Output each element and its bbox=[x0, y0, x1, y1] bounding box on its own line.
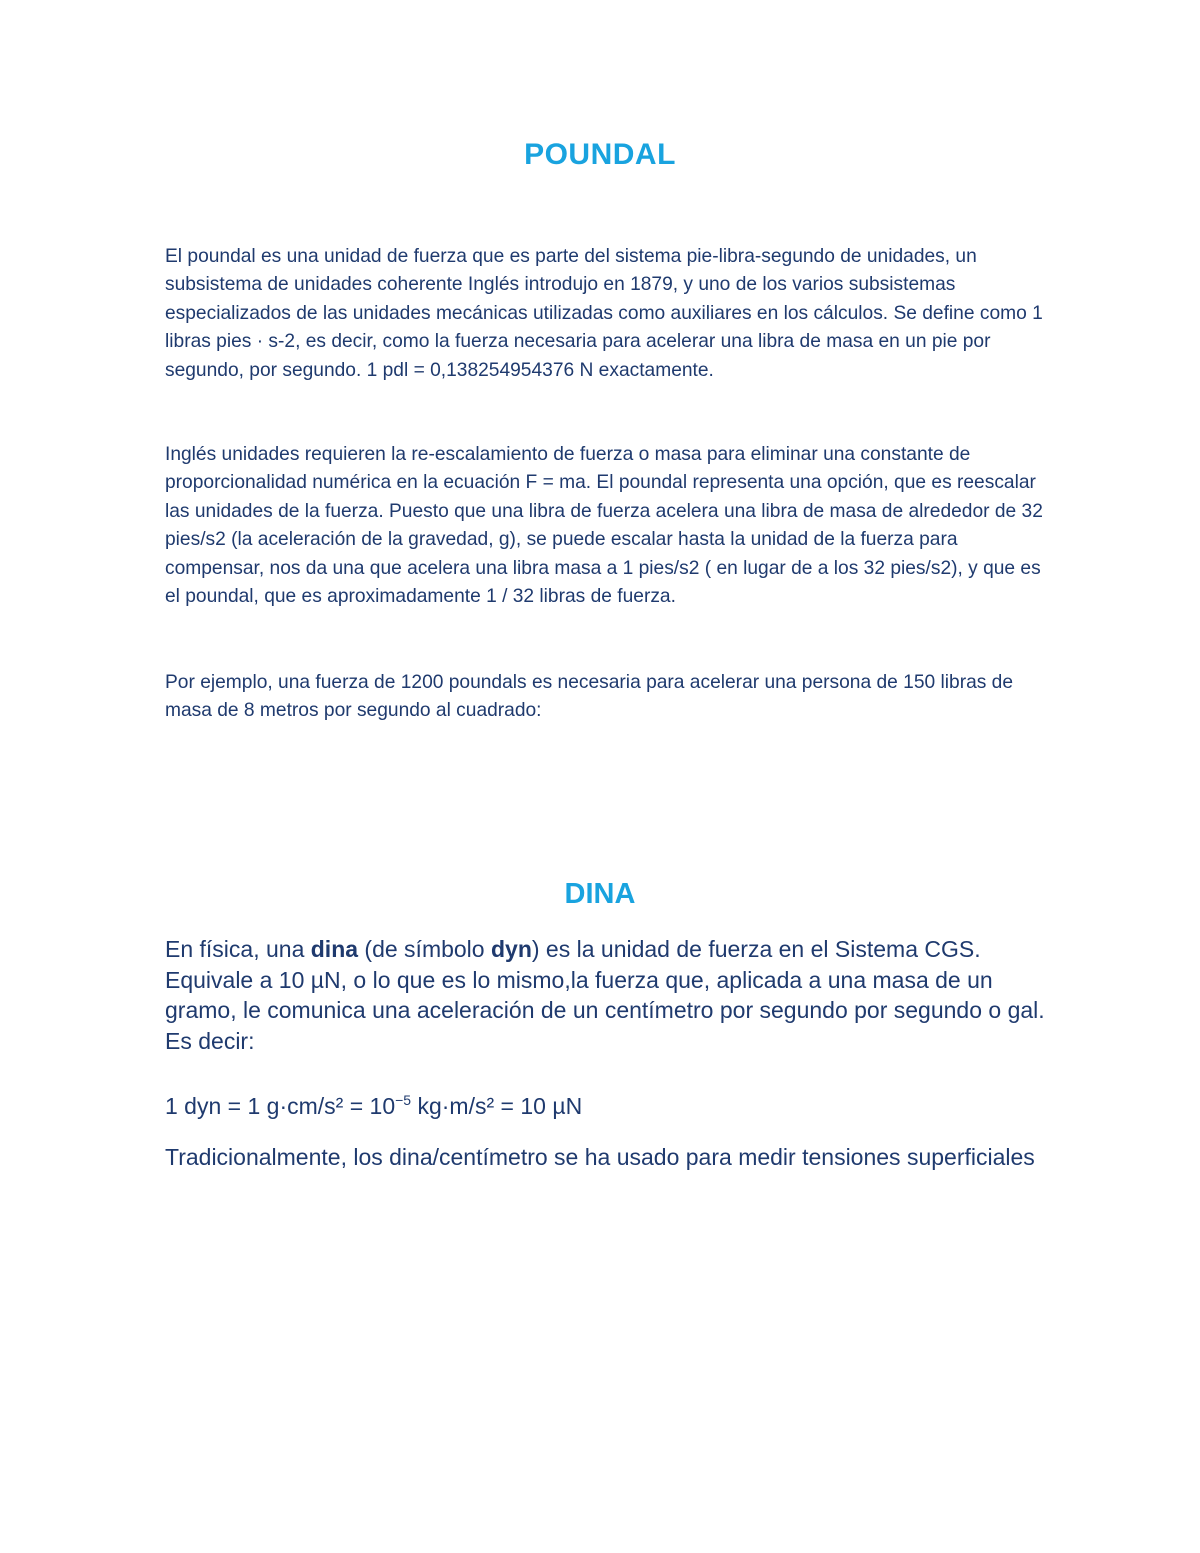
dina-closing-paragraph: Tradicionalmente, los dina/centímetro se ha usado para medir tensiones superficiales bbox=[165, 1144, 1035, 1170]
dina-term: dina bbox=[310, 936, 359, 962]
dina-intro-between: (de símbolo bbox=[358, 936, 491, 962]
formula-exponent: −5 bbox=[395, 1092, 412, 1108]
poundal-definition-paragraph: El poundal es una unidad de fuerza que es parte del sistema pie-libra-segundo de unidades, un subsistema de unidades coherente Inglés introdujo en 1879, y uno de los varios subsistemas especializados de las unidades mecánicas utilizadas como auxiliares en los cálculos. Se define como 1 libras pies · s-2, es decir, como la fuerza necesaria para acelerar una libra de masa en un pie por segundo, por segundo. 1 pdl = 0,138254954376 N exactamente. bbox=[165, 246, 1043, 381]
dina-intro-rest: ) es la unidad de fuerza en el Sistema CGS. Equivale a 10 µN, o lo que es lo mismo,la fuerza que, aplicada a una masa de un gramo, le comunica una aceleración de un centímetro por segundo por segundo o gal. Es decir: bbox=[165, 936, 1045, 1054]
formula-lhs: 1 dyn = 1 g·cm/s² = 10 bbox=[165, 1093, 396, 1119]
dina-heading: DINA bbox=[564, 878, 636, 910]
poundal-example-paragraph: Por ejemplo, una fuerza de 1200 poundals es necesaria para acelerar una persona de 150 libras de masa de 8 metros por segundo al cuadrado: bbox=[165, 672, 1014, 722]
dina-formula bbox=[165, 1091, 1045, 1122]
poundal-explanation-paragraph: Inglés unidades requieren la re-escalamiento de fuerza o masa para eliminar una constante de proporcionalidad numérica en la ecuación F = ma. El poundal representa una opción, que es reescalar las unidades de la fuerza. Puesto que una libra de fuerza acelera una libra de masa de alrededor de 32 pies/s2 (la aceleración de la gravedad, g), se puede escalar hasta la unidad de la fuerza para compensar, nos da una que acelera una libra masa a 1 pies/s2 ( en lugar de a los 32 pies/s2), y que es el poundal, que es aproximadamente 1 / 32 libras de fuerza. bbox=[165, 444, 1043, 608]
poundal-heading: POUNDAL bbox=[524, 138, 676, 171]
formula-rhs: kg·m/s² = 10 µN bbox=[411, 1093, 583, 1119]
dina-intro-text: En física, una bbox=[165, 936, 311, 962]
dyn-symbol: dyn bbox=[490, 936, 532, 962]
dina-definition-paragraph bbox=[165, 934, 1045, 1056]
